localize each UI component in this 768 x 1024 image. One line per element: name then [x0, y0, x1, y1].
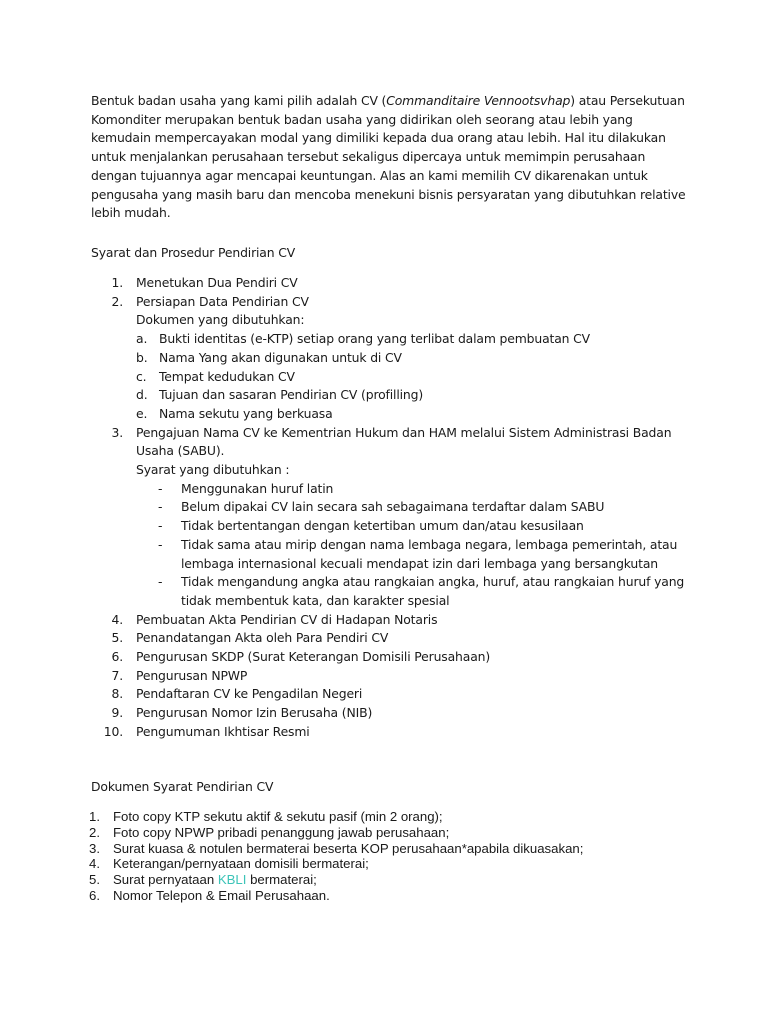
sublist-item: - Menggunakan huruf latin — [158, 480, 334, 496]
intro-text-rest: ) atau Persekutuan Komonditer merupakan bentuk badan usaha yang didirikan oleh seorang atau lebih yang kemudain mempercayakan modal yang dimiliki kepada dua orang atau lebih. Hal itu dilakukan untuk menjalankan perusahaan tersebut sekaligus dipercaya untuk memimpin perusahaan dengan tujuannya agar mencapai keuntungan. Alas an kami memilih CV dikarenakan untuk pengusaha yang masih baru dan mencoba menekuni bisnis persyaratan yang dibutuhkan relative lebih mudah. — [91, 93, 686, 221]
section-heading-dokumen-syarat: Dokumen Syarat Pendirian CV — [91, 779, 274, 794]
sublist-item: - Tidak sama atau mirip dengan nama lembaga negara, lembaga pemerintah, atau lembaga internasional kecuali mendapat izin dari lembaga yang bersangkutan — [158, 536, 678, 571]
list-item: 5. Surat pernyataan KBLI bermaterai; — [89, 872, 317, 888]
section-heading-syarat-prosedur: Syarat dan Prosedur Pendirian CV — [91, 245, 296, 260]
list-item: 6. Nomor Telepon & Email Perusahaan. — [89, 887, 330, 903]
sublist-item: - Tidak mengandung angka atau rangkaian angka, huruf, atau rangkaian huruf yang tidak membentuk kata, dan karakter spesial — [158, 574, 685, 608]
sublist-item: - Belum dipakai CV lain secara sah sebagaimana terdaftar dalam SABU — [158, 499, 605, 515]
list-item: 2. Foto copy NPWP pribadi penanggung jawab perusahaan; — [89, 824, 450, 840]
sublist-item: c. Tempat kedudukan CV — [136, 368, 295, 384]
list-item: 7. Pengurusan NPWP — [111, 667, 248, 683]
kbli-link[interactable]: KBLI — [217, 872, 247, 888]
list-item: 4. Pembuatan Akta Pendirian CV di Hadapan Notaris — [111, 611, 438, 627]
list-item: 4. Keterangan/pernyataan domisili bermaterai; — [89, 856, 369, 872]
list-item: 9. Pengurusan Nomor Izin Berusaha (NIB) — [111, 705, 373, 721]
procedure-list — [91, 274, 691, 742]
intro-italic-term: Commanditaire Vennootsvhap — [386, 93, 571, 108]
list-item: 2. Persiapan Data Pendirian CV — [111, 293, 309, 309]
sublist-item: b. Nama Yang akan digunakan untuk di CV — [136, 349, 402, 365]
list-item: 5. Penandatangan Akta oleh Para Pendiri CV — [111, 630, 389, 646]
sublist-item: a. Bukti identitas (e-KTP) setiap orang yang terlibat dalam pembuatan CV — [136, 331, 590, 347]
list-item: 1. Menetukan Dua Pendiri CV — [111, 275, 298, 290]
sublist-item: - Tidak bertentangan dengan ketertiban umum dan/atau kesusilaan — [158, 518, 584, 534]
list-item: 3. Surat kuasa & notulen bermaterai beserta KOP perusahaan*apabila dikuasakan; — [89, 840, 584, 856]
intro-paragraph — [91, 92, 691, 223]
document-requirements-list — [89, 809, 709, 904]
sublist-label: Dokumen yang dibutuhkan: — [136, 312, 305, 328]
sublist-label: Syarat yang dibutuhkan : — [136, 462, 290, 478]
list-item: 1. Foto copy KTP sekutu aktif & sekutu pasif (min 2 orang); — [89, 809, 443, 824]
list-item: 6. Pengurusan SKDP (Surat Keterangan Domisili Perusahaan) — [111, 649, 491, 665]
list-item: 8. Pendaftaran CV ke Pengadilan Negeri — [111, 686, 363, 702]
intro-text-start: Bentuk badan usaha yang kami pilih adalah CV ( — [91, 93, 387, 108]
list-item: 10. Pengumuman Ikhtisar Resmi — [103, 723, 310, 739]
list-item: 3. Pengajuan Nama CV ke Kementrian Hukum dan HAM melalui Sistem Administrasi Badan Usaha (SABU). — [111, 424, 672, 459]
sublist-item: d. Tujuan dan sasaran Pendirian CV (profilling) — [136, 387, 424, 403]
sublist-item: e. Nama sekutu yang berkuasa — [136, 405, 333, 421]
